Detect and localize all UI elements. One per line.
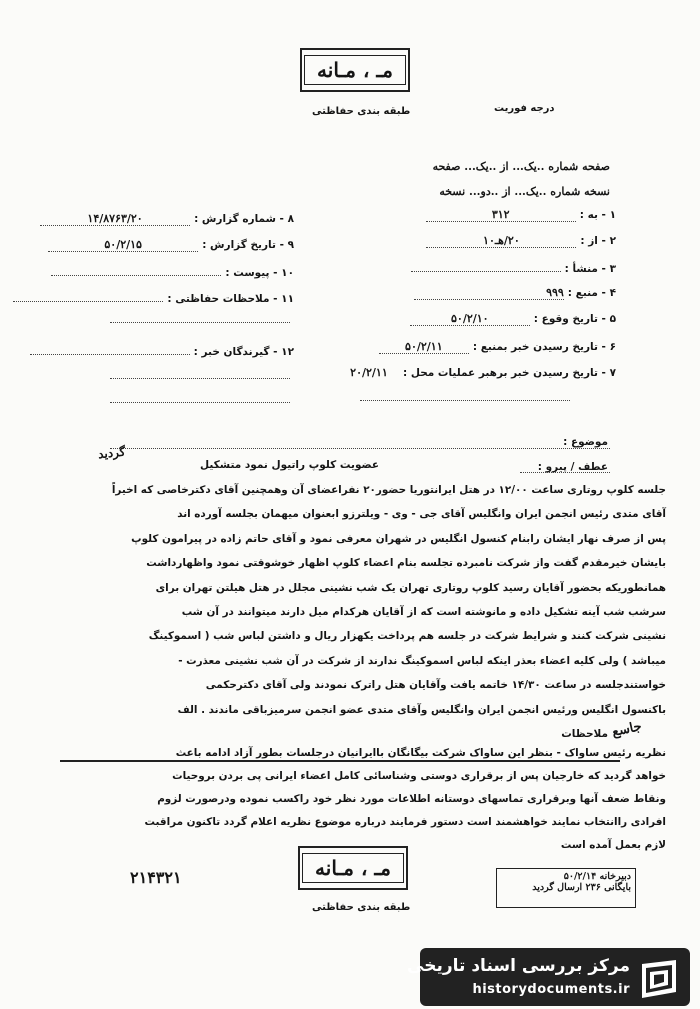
priority-label: درجه فوریت xyxy=(494,103,555,114)
footer-stamp-text: مـ ، مـانه xyxy=(302,853,404,883)
page-number: صفحه شماره ..یک... از ..یک... صفحه xyxy=(432,160,610,173)
archive-logo-icon xyxy=(636,958,684,1002)
field-origin-label: ۳ - منشأ : xyxy=(564,263,616,275)
handwritten-note: گردید xyxy=(97,444,126,462)
field-source-receipt-value: ۵۰/۲/۱۱ xyxy=(379,340,469,354)
notes-line: ونقاط ضعف آنها وبرقراری تماسهای دوستانه اطلاعات مورد نظر خود راکسب نموده ودرصورت لزوم xyxy=(157,793,666,805)
field-from-value: ۲۰/هـ۱۰ xyxy=(426,234,576,248)
field-from-label: ۲ - از : xyxy=(580,235,616,247)
field-to xyxy=(426,208,616,222)
field-report-number-value: ۱۴/۸۷۶۳/۲۰ xyxy=(40,212,190,226)
field-local-receipt-label: ۷ - تاریخ رسیدن خبر برهبر عملیات محل : xyxy=(402,367,616,379)
field-security-notes-dots xyxy=(13,290,163,302)
field-to-value: ۳۱۲ xyxy=(426,208,576,222)
reference-dots xyxy=(520,472,610,473)
field-from xyxy=(426,234,616,248)
notes-line: نظریه رئیس ساواک - بنظر این ساواک شرکت بیگانگان باایرانیان درجلسات بطور آزاد ادامه باعث xyxy=(175,747,666,759)
reference-label: عطف / پیرو : xyxy=(537,461,608,473)
watermark-title: مرکز بررسی اسناد تاریخی xyxy=(407,956,630,976)
notes-line: افرادی راانتخاب نمایند خواهشمند است دستور فرمایند درباره موضوع نظریه اعلام گردد تاکنون مراقبت xyxy=(144,816,666,828)
archive-stamp-line2: بایگانی ۲۳۶ ارسال گردید xyxy=(532,882,631,893)
field-event-date-value: ۵۰/۲/۱۰ xyxy=(410,312,530,326)
security-notes-line-2 xyxy=(110,322,290,323)
field-security-notes xyxy=(13,290,294,305)
document-number: ۲۱۴۳۲۱ xyxy=(130,868,182,887)
body-line: سرشب شب آینه تشکیل داده و مانوشته است که از آقایان هرکدام میل دارند میتوانند در آن شب xyxy=(181,606,666,619)
right-column-line xyxy=(360,400,570,401)
field-origin xyxy=(411,260,616,275)
classification-label: طبقه بندی حفاظتی xyxy=(312,106,411,117)
notes-line: خواهد گردید که خارجیان پس از برقراری دوستی وشناسائی کامل اعضاء ایرانی پی بردن بروحیات xyxy=(172,770,666,782)
classification-stamp-text: مـ ، مـانه xyxy=(304,55,406,85)
footer-classification-label: طبقه بندی حفاظتی xyxy=(312,902,411,913)
classification-stamp xyxy=(300,48,410,92)
body-line: بایشان خیرمقدم گفت واز شرکت نامبرده تجلسه بنام اعضاء کلوپ اظهار خوشوقتی نمود واظهارداشت xyxy=(146,557,666,570)
recipients-line-2 xyxy=(110,378,290,379)
subject-label: موضوع : xyxy=(563,436,608,448)
archive-stamp xyxy=(496,868,636,908)
field-event-date xyxy=(410,312,616,326)
field-report-number-label: ۸ - شماره گزارش : xyxy=(194,213,294,225)
subject-heading: عضویت کلوپ راتیول نمود متشکیل xyxy=(200,459,380,471)
body-line: جلسه کلوپ روتاری ساعت ۱۲/۰۰ در هتل ایرانتوریا حضور۲۰ نفراعضای آن وهمچنین آقای دکترخاصی که اخیراً xyxy=(111,484,666,496)
body-line: خواستندجلسه در ساعت ۱۴/۳۰ خاتمه یافت وآقایان هتل راترک نمودند ولی آقای دکترحکمی xyxy=(205,679,666,692)
field-source-receipt xyxy=(379,340,616,354)
field-report-date xyxy=(48,238,294,252)
body-line: میباشد ) ولی کلیه اعضاء بعذر اینکه لباس اسموکینگ ندارند از شرکت در آن شب نشینی معذرت - xyxy=(178,654,666,667)
archive-stamp-line1: دبیرخانه ۵۰/۲/۱۴ xyxy=(563,871,631,882)
field-recipients xyxy=(30,343,294,358)
field-report-date-label: ۹ - تاریخ گزارش : xyxy=(202,239,294,251)
field-source-label: ۴ - منبع : xyxy=(567,287,616,299)
report-body xyxy=(38,478,666,722)
body-line: نشینی شرکت کنند و شرایط شرکت در جلسه هم پرداخت یکهزار ریال و داشتن لباس شب ( اسموکینگ xyxy=(148,630,666,643)
field-security-notes-label: ۱۱ - ملاحظات حفاظتی : xyxy=(167,293,294,305)
handwritten-margin-note: جاسع xyxy=(610,719,644,740)
field-attachment xyxy=(51,264,294,279)
field-origin-dots xyxy=(411,260,561,272)
field-report-number xyxy=(40,212,294,226)
field-source-receipt-label: ۶ - تاریخ رسیدن خبر بمنبع : xyxy=(472,341,616,353)
field-local-receipt-value: ۲۰/۲/۱۱ xyxy=(350,366,388,379)
subject-dots xyxy=(110,448,610,449)
field-to-label: ۱ - به : xyxy=(579,209,616,221)
field-recipients-dots xyxy=(30,343,190,355)
field-attachment-label: ۱۰ - پیوست : xyxy=(225,267,294,279)
notes-body xyxy=(66,742,666,857)
copy-number: نسخه شماره ..یک... از ..دو... نسخه xyxy=(439,185,610,198)
notes-line: لازم بعمل آمده است xyxy=(560,839,666,851)
field-recipients-label: ۱۲ - گیرندگان خبر : xyxy=(193,346,294,358)
body-line: همانطوریکه بحضور آقایان رسید کلوپ روتاری تهران یک شب نشینی مجلل در هتل هیلتن تهران برای xyxy=(155,581,666,594)
footer-classification-stamp xyxy=(298,846,408,890)
recipients-line-3 xyxy=(110,402,290,403)
field-event-date-label: ۵ - تاریخ وقوع : xyxy=(533,313,616,325)
field-report-date-value: ۵۰/۲/۱۵ xyxy=(48,238,198,252)
field-source xyxy=(414,286,616,300)
field-attachment-dots xyxy=(51,264,221,276)
body-line: باکنسول انگلیس ورئیس انجمن ایران وانگلیس وآقای متدی عضو انجمن سرمیزباقی ماندند . الف xyxy=(177,703,666,716)
body-line: پس از صرف نهار ایشان رابنام کنسول انگلیس در شهران معرفی نمود و آقای حاتم زاده در پیرامون کلوپ xyxy=(131,532,666,545)
field-local-receipt xyxy=(339,366,616,379)
watermark-url: historydocuments.ir xyxy=(472,982,630,997)
field-source-value: ۹۹۹ xyxy=(414,286,564,300)
body-line: آقای متدی رئیس انجمن ایران وانگلیس آقای جی - وی - ویلترزو ابعنوان میهمان بجلسه آورده اند xyxy=(177,508,666,521)
notes-label: ملاحظات xyxy=(561,728,608,740)
